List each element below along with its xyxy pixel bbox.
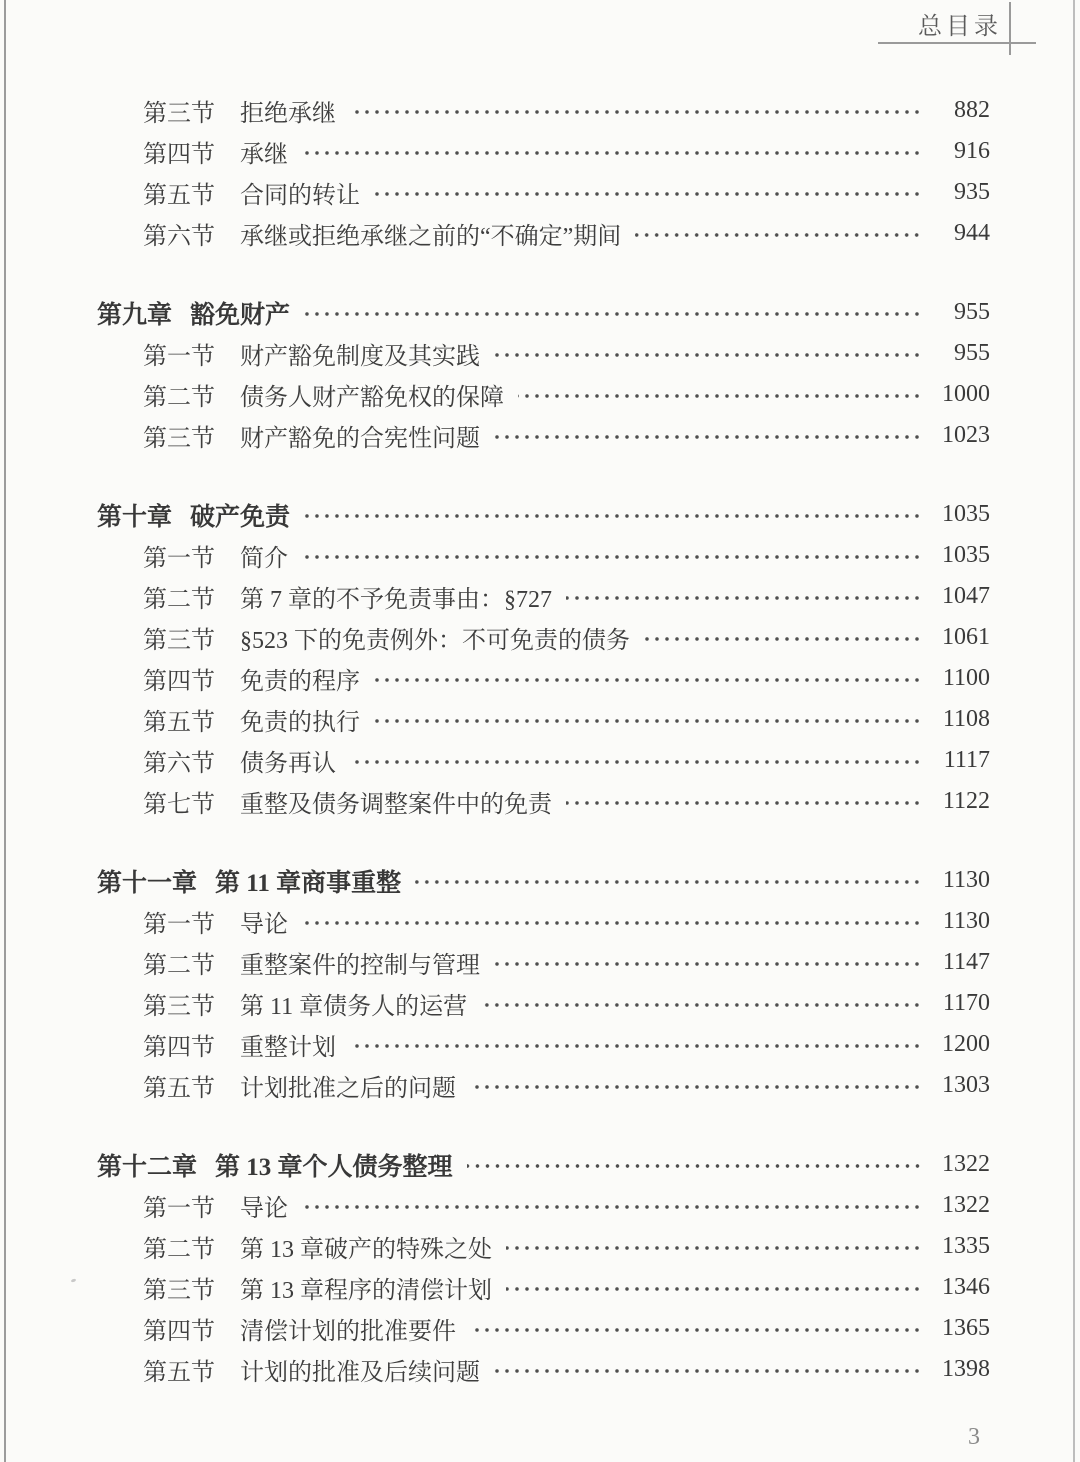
dot-leader — [350, 1042, 922, 1050]
entry-title: 第 13 章破产的特殊之处 — [240, 1237, 492, 1263]
entry-title: 第 11 章债务人的运营 — [240, 994, 468, 1020]
entry-label: 第二节 — [143, 385, 215, 411]
entry-title: 承继或拒绝承继之前的“不确定”期间 — [240, 224, 622, 250]
dot-leader — [304, 512, 922, 520]
entry-page-number: 1346 — [942, 1274, 990, 1300]
entry-title: 免责的执行 — [240, 710, 360, 736]
entry-page-number: 1322 — [942, 1151, 990, 1177]
entry-label: 第六节 — [143, 224, 215, 250]
entry-page-number: 1130 — [942, 908, 990, 934]
entry-page-number: 1100 — [942, 665, 990, 691]
entry-title: 第 7 章的不予免责事由：§727 — [240, 587, 552, 613]
entry-page-number: 1000 — [942, 381, 990, 407]
entry-label: 第六节 — [143, 751, 215, 777]
entry-page-number: 1322 — [942, 1192, 990, 1218]
entry-label: 第五节 — [143, 710, 215, 736]
dot-leader — [635, 231, 922, 239]
entry-label: 第五节 — [143, 183, 215, 209]
entry-page-number: 1398 — [942, 1356, 990, 1382]
scan-artifact-speck — [71, 1278, 77, 1283]
entry-label: 第三节 — [143, 628, 215, 654]
entry-page-number: 1365 — [942, 1315, 990, 1341]
entry-label: 第五节 — [143, 1360, 215, 1386]
dot-leader — [467, 1162, 922, 1170]
toc-section-row — [97, 983, 990, 1024]
entry-page-number: 1200 — [942, 1031, 990, 1057]
dot-leader — [302, 553, 922, 561]
toc-group — [97, 494, 990, 822]
dot-leader — [494, 351, 922, 359]
running-header-rule — [878, 42, 1036, 44]
entry-title: 导论 — [240, 912, 288, 938]
entry-label: 第一节 — [143, 1196, 215, 1222]
entry-page-number: 1170 — [942, 990, 990, 1016]
toc-section-row — [97, 374, 990, 415]
entry-title: 第 13 章程序的清偿计划 — [240, 1278, 492, 1304]
running-header-tick-mark — [1009, 2, 1011, 55]
entry-page-number: 1303 — [942, 1072, 990, 1098]
entry-page-number: 1023 — [942, 422, 990, 448]
page-number: 3 — [968, 1424, 980, 1450]
entry-page-number: 944 — [954, 220, 990, 246]
entry-title: 财产豁免制度及其实践 — [240, 344, 480, 370]
entry-page-number: 955 — [954, 299, 990, 325]
toc-section-row — [97, 415, 990, 456]
dot-leader — [415, 878, 922, 886]
toc-section-row — [97, 576, 990, 617]
toc-group — [97, 292, 990, 456]
entry-label: 第十二章 — [97, 1153, 198, 1181]
dot-leader — [302, 149, 922, 157]
entry-page-number: 1122 — [942, 788, 990, 814]
toc-section-row — [97, 781, 990, 822]
toc-section-row — [97, 1185, 990, 1226]
entry-label: 第四节 — [143, 669, 215, 695]
entry-title: 重整计划 — [240, 1035, 336, 1061]
entry-title: 破产免责 — [190, 503, 291, 531]
entry-label: 第九章 — [97, 301, 173, 329]
entry-title: 财产豁免的合宪性问题 — [240, 426, 480, 452]
dot-leader — [518, 392, 922, 400]
toc-list — [97, 90, 990, 1390]
toc-chapter-row — [97, 494, 990, 535]
entry-page-number: 882 — [954, 97, 990, 123]
dot-leader — [506, 1285, 922, 1293]
dot-leader — [374, 717, 922, 725]
dot-leader — [566, 594, 922, 602]
dot-leader — [494, 1367, 922, 1375]
dot-leader — [374, 190, 922, 198]
toc-section-row — [97, 1024, 990, 1065]
entry-title: 债务人财产豁免权的保障 — [240, 385, 504, 411]
entry-label: 第三节 — [143, 994, 215, 1020]
entry-title: 拒绝承继 — [240, 101, 336, 127]
toc-section-row — [97, 131, 990, 172]
entry-page-number: 935 — [954, 179, 990, 205]
entry-title: 承继 — [240, 142, 288, 168]
dot-leader — [494, 433, 922, 441]
entry-label: 第二节 — [143, 587, 215, 613]
entry-label: 第四节 — [143, 1319, 215, 1345]
dot-leader — [302, 919, 922, 927]
entry-label: 第一节 — [143, 344, 215, 370]
entry-title: 债务再认 — [240, 751, 336, 777]
entry-label: 第三节 — [143, 1278, 215, 1304]
entry-page-number: 1047 — [942, 583, 990, 609]
toc-chapter-row — [97, 860, 990, 901]
toc-section-row — [97, 90, 990, 131]
entry-title: 豁免财产 — [190, 301, 291, 329]
dot-leader — [470, 1083, 922, 1091]
entry-page-number: 1147 — [942, 949, 990, 975]
dot-leader — [470, 1326, 922, 1334]
toc-section-row — [97, 172, 990, 213]
toc-group — [97, 860, 990, 1106]
entry-label: 第一节 — [143, 546, 215, 572]
dot-leader — [302, 1203, 922, 1211]
entry-page-number: 1061 — [942, 624, 990, 650]
toc-chapter-row — [97, 292, 990, 333]
entry-title: 第 11 章商事重整 — [215, 869, 402, 897]
dot-leader — [481, 1001, 922, 1009]
toc-section-row — [97, 535, 990, 576]
entry-title: 计划批准之后的问题 — [240, 1076, 456, 1102]
entry-label: 第五节 — [143, 1076, 215, 1102]
entry-page-number: 1117 — [943, 747, 990, 773]
entry-title: 重整及债务调整案件中的免责 — [240, 792, 552, 818]
entry-page-number: 955 — [954, 340, 990, 366]
dot-leader — [304, 310, 922, 318]
toc-section-row — [97, 1226, 990, 1267]
toc-section-row — [97, 740, 990, 781]
entry-label: 第七节 — [143, 792, 215, 818]
entry-label: 第三节 — [143, 426, 215, 452]
entry-label: 第四节 — [143, 1035, 215, 1061]
entry-label: 第一节 — [143, 912, 215, 938]
entry-page-number: 1130 — [942, 867, 990, 893]
page-scan-edge-right — [1073, 0, 1075, 1462]
entry-title: 重整案件的控制与管理 — [240, 953, 480, 979]
toc-section-row — [97, 617, 990, 658]
entry-page-number: 916 — [954, 138, 990, 164]
entry-page-number: 1035 — [942, 501, 990, 527]
entry-title: 合同的转让 — [240, 183, 360, 209]
dot-leader — [374, 676, 922, 684]
entry-label: 第二节 — [143, 953, 215, 979]
toc-section-row — [97, 658, 990, 699]
toc-section-row — [97, 1065, 990, 1106]
dot-leader — [644, 635, 922, 643]
toc-section-row — [97, 213, 990, 254]
toc-section-row — [97, 699, 990, 740]
toc-section-row — [97, 1267, 990, 1308]
entry-label: 第十章 — [97, 503, 173, 531]
toc-section-row — [97, 1308, 990, 1349]
toc-group — [97, 1144, 990, 1390]
toc-section-row — [97, 942, 990, 983]
entry-label: 第四节 — [143, 142, 215, 168]
entry-title: §523 下的免责例外：不可免责的债务 — [240, 628, 630, 654]
entry-title: 计划的批准及后续问题 — [240, 1360, 480, 1386]
toc-section-row — [97, 901, 990, 942]
entry-title: 第 13 章个人债务整理 — [215, 1153, 453, 1181]
entry-label: 第三节 — [143, 101, 215, 127]
toc-section-row — [97, 333, 990, 374]
dot-leader — [350, 758, 922, 766]
running-header-title: 总目录 — [918, 14, 1002, 40]
entry-page-number: 1035 — [942, 542, 990, 568]
dot-leader — [566, 799, 922, 807]
entry-page-number: 1108 — [942, 706, 990, 732]
toc-chapter-row — [97, 1144, 990, 1185]
page-scan-edge-left — [4, 0, 6, 1462]
entry-title: 清偿计划的批准要件 — [240, 1319, 456, 1345]
toc-group — [97, 90, 990, 254]
entry-label: 第十一章 — [97, 869, 198, 897]
dot-leader — [494, 960, 922, 968]
entry-label: 第二节 — [143, 1237, 215, 1263]
entry-title: 简介 — [240, 546, 288, 572]
entry-page-number: 1335 — [942, 1233, 990, 1259]
toc-section-row — [97, 1349, 990, 1390]
dot-leader — [506, 1244, 922, 1252]
entry-title: 免责的程序 — [240, 669, 360, 695]
dot-leader — [350, 108, 922, 116]
entry-title: 导论 — [240, 1196, 288, 1222]
